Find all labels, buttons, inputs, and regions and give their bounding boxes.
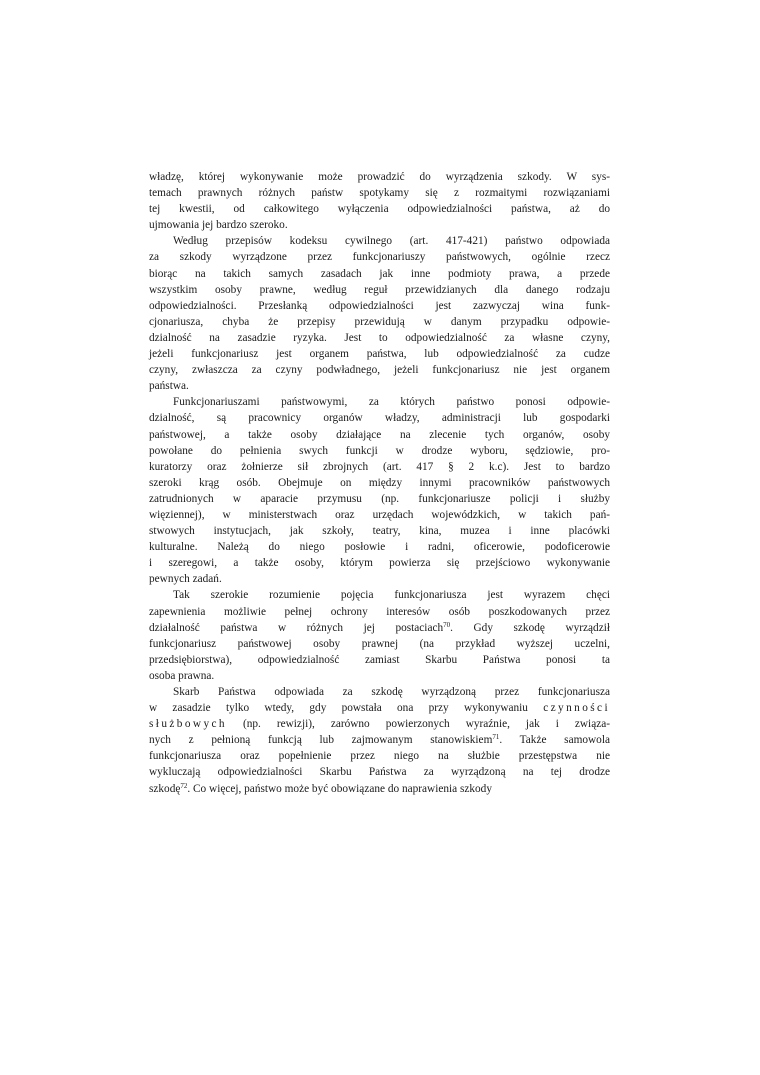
line-text: zatrudnionych w aparacie przymusu (np. funkcjonariusze policji i służby (149, 492, 610, 505)
line-text: czyny, zwłaszcza za czyny podwładnego, jeżeli funkcjonariusz nie jest organem (149, 364, 610, 377)
text-line (149, 668, 610, 684)
line-text: funkcjonariusz państwowej osoby prawnej (na przykład wyższej uczelni, (149, 637, 610, 650)
text-line (149, 732, 610, 748)
text-line (149, 571, 610, 587)
line-text: władzę, której wykonywanie może prowadzić do wyrządzenia szkody. W sys- (149, 171, 610, 183)
text-line (149, 507, 610, 523)
text-line (149, 539, 610, 555)
text-line (149, 620, 610, 636)
line-text: więziennej), w ministerstwach oraz urzędach wojewódzkich, w takich pań- (149, 508, 610, 521)
text-line (149, 378, 610, 394)
line-text: tej kwestii, od całkowitego wyłączenia odpowiedzialności państwa, aż do (149, 203, 610, 216)
text-line (149, 491, 610, 507)
paragraph (149, 587, 610, 684)
line-text: państwowej, a także osoby działające na zlecenie tych organów, osoby (149, 428, 610, 441)
line-text: działalność państwa w różnych jej postaciach (149, 621, 444, 634)
text-line (149, 201, 610, 217)
line-text: nych z pełnioną funkcją lub zajmowanym stanowiskiem (149, 734, 493, 747)
line-text: wszystkim osoby prawne, według reguł przewidzianych dla danego rodzaju (149, 283, 610, 296)
line-text-after: . Gdy szkodę wyrządził (450, 621, 610, 634)
text-line (149, 266, 610, 282)
line-text: przedsiębiorstwa), odpowiedzialność zamiast Skarbu Państwa ponosi ta (149, 653, 610, 666)
text-line (149, 636, 610, 652)
text-line (149, 282, 610, 298)
text-line (149, 410, 610, 426)
text-line (149, 330, 610, 346)
line-text: stwowych instytucjach, jak szkoły, teatry, kina, muzea i inne placówki (149, 525, 610, 538)
line-text: odpowiedzialności. Przesłanką odpowiedzialności jest zazwyczaj wina funk- (149, 299, 610, 312)
text-line (149, 249, 610, 265)
text-line (149, 700, 610, 716)
line-text: cjonariusza, chyba że przepisy przewidują w danym przypadku odpowie- (149, 315, 610, 328)
line-text-after: . Także samowola (499, 734, 610, 747)
line-text: pewnych zadań. (149, 573, 222, 586)
text-line (149, 185, 610, 201)
line-text-after: . Co więcej, państwo może być obowiązane do naprawienia szkody (187, 782, 492, 795)
document-body (149, 169, 610, 797)
line-text: w zasadzie tylko wtedy, gdy powstała ona przy wykonywaniu (149, 702, 544, 715)
footnote-marker: 72 (180, 781, 188, 790)
line-text: funkcjonariusza oraz popełnienie przez niego na służbie przestępstwa nie (149, 750, 610, 763)
text-line (149, 394, 610, 410)
footnote-marker: 70 (443, 620, 451, 629)
text-line (149, 346, 610, 362)
text-line (149, 362, 610, 378)
text-line (149, 298, 610, 314)
text-line (149, 781, 610, 797)
text-line (149, 233, 610, 249)
line-text: za szkody wyrządzone przez funkcjonariuszy państwowych, ogólnie rzecz (149, 251, 610, 264)
line-text: szkodę (149, 782, 181, 795)
text-line (149, 716, 610, 732)
line-text: Funkcjonariuszami państwowymi, za których państwo ponosi odpowie- (173, 396, 610, 409)
line-text: jeżeli funkcjonariusz jest organem państwa, lub odpowiedzialność za cudze (149, 348, 610, 361)
line-text: Tak szerokie rozumienie pojęcia funkcjonariusza jest wyrazem chęci (173, 589, 610, 602)
line-text: wykluczają odpowiedzialności Skarbu Państwa za wyrządzoną na tej drodze (149, 766, 610, 779)
line-text: temach prawnych różnych państw spotykamy się z rozmaitymi rozwiązaniami (149, 187, 610, 200)
line-text: kulturalne. Należą do niego posłowie i radni, oficerowie, podoficerowie (149, 541, 610, 554)
text-line (149, 684, 610, 700)
line-text: szeroki krąg osób. Obejmuje on między innymi pracowników państwowych (149, 476, 610, 489)
line-text: osoba prawna. (149, 669, 215, 682)
text-line (149, 587, 610, 603)
text-line (149, 427, 610, 443)
text-line (149, 652, 610, 668)
text-line (149, 169, 610, 185)
text-line (149, 217, 610, 233)
line-text: państwa. (149, 380, 189, 393)
line-text: biorąc na takich samych zasadach jak inne podmioty prawa, a przede (149, 267, 610, 280)
spaced-emphasis: służbowych (149, 718, 227, 731)
line-text: zapewnienia możliwie pełnej ochrony interesów osób poszkodowanych przez (149, 605, 610, 618)
text-line (149, 443, 610, 459)
footnote-marker: 71 (492, 733, 500, 742)
text-line (149, 764, 610, 780)
paragraph (149, 233, 610, 394)
spaced-emphasis: czynności (543, 702, 610, 715)
text-line (149, 314, 610, 330)
line-text: kuratorzy oraz żołnierze sił zbrojnych (art. 417 § 2 k.c). Jest to bardzo (149, 460, 610, 473)
paragraph (149, 394, 610, 587)
line-text: i szeregowi, a także osoby, którym powierza się przejściowo wykonywanie (149, 557, 610, 570)
line-text-after: (np. rewizji), zarówno powierzonych wyraźnie, jak i związa- (226, 718, 610, 731)
line-text: ujmowania jej bardzo szeroko. (149, 219, 288, 232)
line-text: dzialność, są pracownicy organów władzy, administracji lub gospodarki (149, 412, 610, 425)
line-text: Skarb Państwa odpowiada za szkodę wyrządzoną przez funkcjonariusza (173, 686, 610, 698)
paragraph (149, 684, 610, 797)
paragraph (149, 169, 610, 233)
text-line (149, 459, 610, 475)
text-line (149, 523, 610, 539)
line-text: dzialność na zasadzie ryzyka. Jest to odpowiedzialność za własne czyny, (149, 331, 610, 344)
text-line (149, 748, 610, 764)
text-line (149, 555, 610, 571)
text-line (149, 475, 610, 491)
line-text: powołane do pełnienia swych funkcji w drodze wyboru, sędziowie, pro- (149, 444, 610, 457)
line-text: Według przepisów kodeksu cywilnego (art. 417-421) państwo odpowiada (173, 235, 610, 248)
text-line (149, 604, 610, 620)
